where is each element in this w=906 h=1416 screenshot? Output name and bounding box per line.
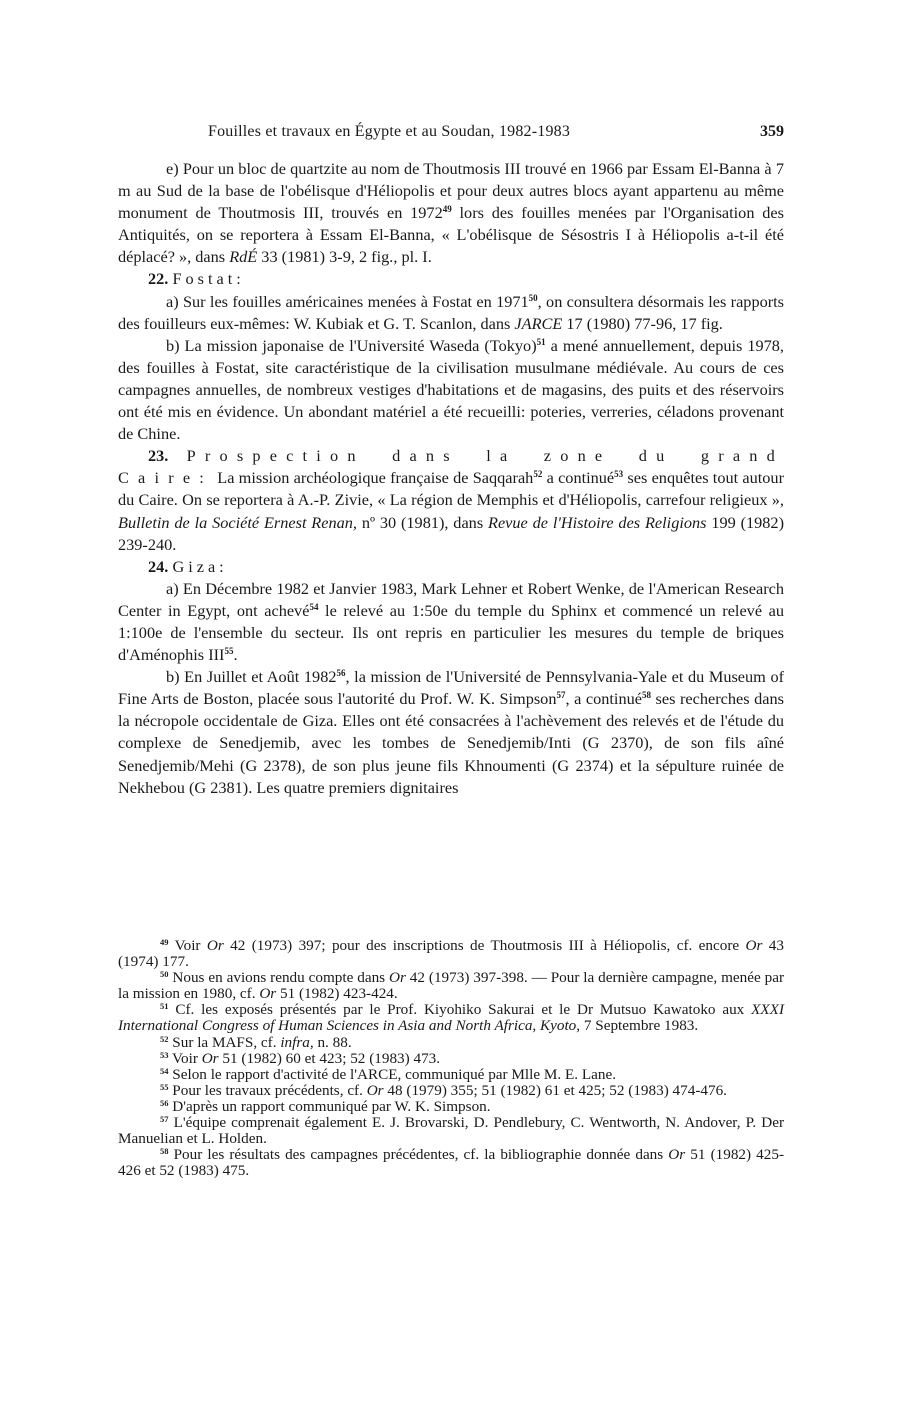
text-run: . (233, 645, 238, 665)
text-run: Cf. les exposés présentés par le Prof. Kiyohiko Sakurai et le Dr Mutsuo Kawatoko aux (175, 1001, 752, 1019)
text-run: , on consultera désormais les rapports des fouilleurs eux-mêmes: W. Kubiak et G. T. Scanlon, dans (118, 291, 785, 333)
journal-abbrev: Or (389, 969, 406, 987)
text-run: 51 (1982) 425-426 et 52 (1983) 475. (118, 1146, 785, 1180)
footnote-53 (118, 1051, 784, 1067)
section-23 (118, 445, 784, 555)
footnote-number: 51 (160, 1001, 169, 1012)
text-run: ses recherches dans la nécropole occidentale de Giza. Elles ont été consacrées à l'achèvement des relevés et de l'étude du complexe de Senedjemib, avec les tombes de Senedjemib/Inti (G 2370), de son fils aîné Senedjemib/Mehi (G 2378), de son plus jeune fils Khnoumenti (G 2374) et la sépulture ruinée de Nekhebou (G 2381). Les quatre premiers dignitaires (118, 689, 785, 797)
footnote-number: 58 (160, 1146, 169, 1157)
text-run: Voir (174, 937, 207, 954)
journal-abbrev: Or (745, 937, 763, 954)
section-number: 22. (148, 269, 169, 289)
paragraph-24b (118, 666, 784, 799)
footnote-ref: 58 (641, 690, 651, 701)
text-run: 33 (1981) 3-9, 2 fig., pl. I. (257, 247, 432, 267)
text-run: 7 Septembre 1983. (580, 1017, 699, 1035)
journal-abbrev: Or (206, 937, 224, 954)
footnote-ref: 55 (224, 646, 234, 657)
footnote-ref: 52 (533, 469, 543, 480)
footnote-ref: 54 (309, 601, 319, 612)
congress-title: XXXI International Congress of Human Sciences in Asia and North Africa, Kyoto, (118, 1001, 785, 1035)
section-number: 24. (148, 556, 169, 576)
section-number: 23. (148, 446, 169, 466)
text-run: a) Sur les fouilles américaines menées à Fostat en 1971 (166, 291, 529, 311)
text-run: , la mission de l'Université de Pennsylvania-Yale et du Museum of Fine Arts de Boston, placée sous l'autorité du Prof. W. K. Simpson (118, 667, 785, 709)
paragraph-24a (118, 578, 784, 666)
footnote-ref: 56 (336, 668, 346, 679)
text-run: le relevé au 1:50e du temple du Sphinx et commencé un relevé au 1:100e de l'ensemble du secteur. Ils ont repris en particulier les mesures du temple de briques d'Aménophis III (118, 600, 785, 665)
journal-abbrev: Or (668, 1146, 686, 1164)
footnote-52 (118, 1035, 784, 1051)
text-run: a) En Décembre 1982 et Janvier 1983, Mark Lehner et Robert Wenke, de l'American Research Center in Egypt, ont achevé (118, 578, 784, 620)
footnote-number: 55 (160, 1081, 169, 1092)
footnote-ref: 49 (442, 204, 452, 215)
text-run: 17 (1980) 77-96, 17 fig. (562, 313, 723, 333)
journal-abbrev: RdÉ (229, 247, 258, 267)
text-run: b) En Juillet et Août 1982 (166, 667, 337, 687)
page-number: 359 (760, 123, 784, 140)
section-title: Fostat: (172, 269, 245, 289)
text-run: b) La mission japonaise de l'Université Waseda (Tokyo) (166, 335, 537, 355)
footnote-number: 49 (160, 937, 169, 947)
text-run: D'après un rapport communiqué par W. K. Simpson. (172, 1097, 491, 1115)
footnote-49 (118, 938, 784, 970)
text-run: lors des fouilles menées par l'Organisation des Antiquités, on se reportera à Essam El-Banna, « L'obélisque de Sésostris I à Héliopolis a-t-il été déplacé? », dans (118, 203, 784, 267)
footnotes (118, 938, 784, 1179)
text-run: 42 (1973) 397-398. — Pour la dernière campagne, menée par la mission en 1980, cf. (118, 969, 784, 1003)
section-title: Giza: (172, 556, 228, 576)
text-run: Sur la MAFS, cf. (172, 1033, 281, 1051)
footnote-number: 50 (160, 969, 169, 980)
paragraph-e (118, 158, 784, 268)
footnote-51 (118, 1002, 784, 1034)
cross-ref: infra, (280, 1033, 314, 1051)
text-run: Pour les résultats des campagnes précédentes, cf. la bibliographie donnée dans (173, 1146, 669, 1164)
paragraph-22b (118, 335, 784, 445)
journal-abbrev: Or (201, 1049, 219, 1067)
text-run: 43 (1974) 177. (118, 937, 784, 971)
footnote-ref: 51 (536, 336, 546, 347)
paragraph-22a (118, 291, 784, 335)
section-title: Prospection dans la zone du grand Caire: (118, 446, 784, 488)
footnote-58 (118, 1147, 784, 1179)
footnote-ref: 57 (556, 690, 566, 701)
text-run: 199 (1982) 239-240. (118, 512, 784, 554)
text-run: Voir (172, 1049, 202, 1067)
section-24-heading (118, 556, 784, 578)
journal-abbrev: Or (259, 985, 277, 1003)
section-22-heading (118, 268, 784, 290)
text-run: a continué (542, 468, 615, 488)
text-run: L'équipe comprenait également E. J. Brovarski, D. Pendlebury, C. Wentworth, N. Andover, P. Der Manuelian et L. Holden. (118, 1114, 785, 1148)
journal-title: Bulletin de la Société Ernest Renan, (118, 512, 357, 532)
footnote-number: 54 (160, 1065, 169, 1076)
running-title: Fouilles et travaux en Égypte et au Soudan, 1982-1983 (208, 123, 571, 140)
footnote-number: 56 (160, 1097, 169, 1108)
footnote-50 (118, 970, 784, 1002)
footnote-number: 53 (160, 1049, 169, 1060)
text-run: e) Pour un bloc de quartzite au nom de Thoutmosis III trouvé en 1966 par Essam El-Banna à 7 m au Sud de la base de l'obélisque d'Héliopolis et pour deux autres blocs ayant appartenu au même monument de Thoutmosis III, trouvés en 1972 (118, 159, 784, 223)
text-run: 48 (1979) 355; 51 (1982) 61 et 425; 52 (1983) 474-476. (383, 1081, 727, 1099)
text-run: nº 30 (1981), dans (356, 512, 488, 532)
footnote-ref: 50 (528, 292, 538, 303)
footnote-number: 57 (160, 1114, 169, 1125)
text-run: Nous en avions rendu compte dans (172, 969, 390, 987)
footnote-56 (118, 1099, 784, 1115)
footnote-number: 52 (160, 1033, 169, 1044)
text-run: 42 (1973) 397; pour des inscriptions de Thoutmosis III à Héliopolis, cf. encore (223, 937, 746, 954)
text-run: 51 (1982) 60 et 423; 52 (1983) 473. (218, 1049, 441, 1067)
text-run: Pour les travaux précédents, cf. (172, 1081, 367, 1099)
footnote-ref: 53 (614, 469, 624, 480)
journal-abbrev: Or (366, 1081, 384, 1099)
journal-title: Revue de l'Histoire des Religions (488, 512, 707, 532)
footnote-55 (118, 1083, 784, 1099)
main-text (118, 158, 784, 799)
footnote-54 (118, 1067, 784, 1083)
journal-abbrev: JARCE (514, 313, 563, 333)
text-run: ses enquêtes tout autour du Caire. On se reportera à A.-P. Zivie, « La région de Memphis et d'Héliopolis, carrefour religieux », (118, 468, 784, 510)
text-run: 51 (1982) 423-424. (276, 985, 398, 1003)
text-run: a mené annuellement, depuis 1978, des fouilles à Fostat, site caractéristique de la civilisation musulmane médiévale. Au cours de ces campagnes annuelles, de nombreux vestiges d'habitations et de magasins, des puits et des réservoirs ont été mis en évidence. Un abondant matériel a été recueilli: poteries, verreries, céladons provenant de Chine. (118, 335, 784, 444)
text-run: n. 88. (313, 1033, 352, 1051)
footnote-57 (118, 1115, 784, 1147)
text-run: La mission archéologique française de Saqqarah (212, 468, 534, 488)
text-run: Selon le rapport d'activité de l'ARCE, communiqué par Mlle M. E. Lane. (172, 1065, 616, 1083)
text-run: , a continué (565, 689, 642, 709)
